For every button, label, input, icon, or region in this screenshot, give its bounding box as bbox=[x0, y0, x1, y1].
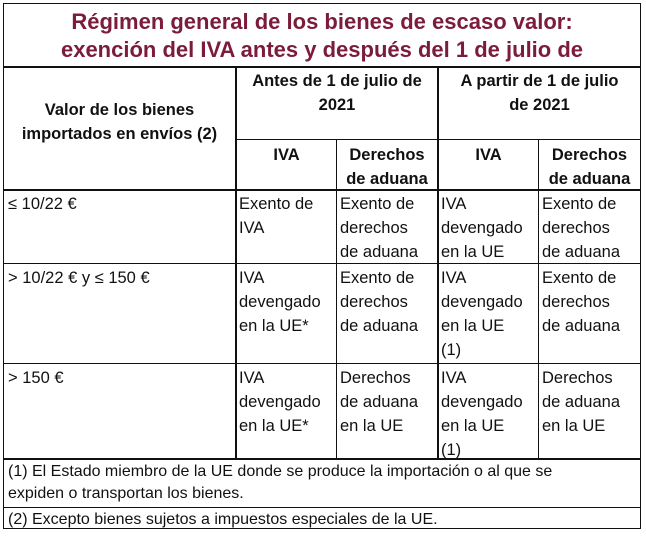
after-iva-header: IVA bbox=[475, 146, 502, 164]
row2-before-iva: IVA devengado en la UE* bbox=[239, 269, 321, 335]
row1-before-iva: Exento de IVA bbox=[239, 195, 314, 237]
table-frame bbox=[3, 3, 641, 529]
row-label-header: Valor de los bienes importados en envíos (2) bbox=[21, 101, 218, 143]
after-header: A partir de 1 de julio de 2021 bbox=[460, 72, 619, 114]
before-header: Antes de 1 de julio de 2021 bbox=[252, 72, 422, 114]
row2-after-customs: Exento de derechos de aduana bbox=[542, 269, 620, 335]
col-divider-period bbox=[437, 66, 439, 458]
row3-after-customs: Derechos de aduana en la UE bbox=[542, 369, 620, 435]
row1-before-customs: Exento de derechos de aduana bbox=[340, 195, 418, 261]
before-iva-header: IVA bbox=[273, 146, 300, 164]
title-line-2: exención del IVA antes y después del 1 de julio de bbox=[60, 37, 584, 62]
table-title bbox=[4, 4, 640, 67]
row3-after-iva: IVA devengado en la UE (1) bbox=[441, 369, 523, 459]
row-divider-2 bbox=[4, 363, 640, 364]
title-line-1: Régimen general de los bienes de escaso valor: bbox=[71, 9, 573, 34]
row2-after-iva: IVA devengado en la UE (1) bbox=[441, 269, 523, 359]
row3-value: > 150 € bbox=[8, 369, 64, 387]
row1-after-customs: Exento de derechos de aduana bbox=[542, 195, 620, 261]
footnote-divider bbox=[4, 507, 640, 508]
before-customs-header: Derechos de aduana bbox=[346, 146, 428, 188]
row1-value: ≤ 10/22 € bbox=[8, 195, 77, 213]
row3-before-iva: IVA devengado en la UE* bbox=[239, 369, 321, 435]
row1-after-iva: IVA devengado en la UE bbox=[441, 195, 523, 261]
footnote-1: (1) El Estado miembro de la UE donde se produce la importación o al que se expiden o transportan los bienes. bbox=[8, 463, 553, 502]
row3-before-customs: Derechos de aduana en la UE bbox=[340, 369, 418, 435]
title-divider bbox=[4, 66, 640, 68]
after-customs-header: Derechos de aduana bbox=[548, 146, 631, 188]
row2-value: > 10/22 € y ≤ 150 € bbox=[8, 269, 150, 287]
row2-before-customs: Exento de derechos de aduana bbox=[340, 269, 418, 335]
col-divider-label bbox=[235, 66, 237, 458]
footer-divider bbox=[4, 458, 640, 460]
footnote-2: (2) Excepto bienes sujetos a impuestos especiales de la UE. bbox=[8, 511, 438, 528]
